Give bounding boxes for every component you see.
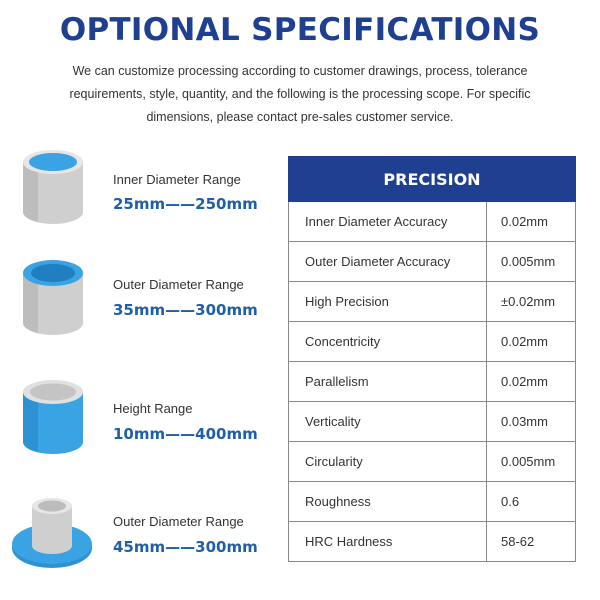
spec-range: 35mm——300mm: [113, 301, 258, 319]
flanged-tube-icon: [2, 484, 102, 579]
precision-name: Circularity: [289, 442, 487, 482]
precision-name: Concentricity: [289, 322, 487, 362]
spec-range: 45mm——300mm: [113, 538, 258, 556]
precision-value: 58-62: [487, 522, 576, 562]
spec-range: 25mm——250mm: [113, 195, 258, 213]
tube-inner-diameter-icon: [8, 140, 98, 235]
spec-label: Inner Diameter Range: [113, 172, 241, 187]
table-row: [289, 442, 576, 482]
precision-name: Roughness: [289, 482, 487, 522]
precision-name: Verticality: [289, 402, 487, 442]
spec-flanged-outer-diameter: [0, 484, 280, 594]
precision-name: HRC Hardness: [289, 522, 487, 562]
table-row: [289, 482, 576, 522]
precision-name: Outer Diameter Accuracy: [289, 242, 487, 282]
spec-label: Outer Diameter Range: [113, 277, 244, 292]
spec-outer-diameter: [0, 245, 280, 355]
table-row: [289, 362, 576, 402]
precision-value: 0.005mm: [487, 242, 576, 282]
page-title: OPTIONAL SPECIFICATIONS: [59, 12, 541, 48]
precision-value: 0.02mm: [487, 202, 576, 242]
precision-name: Inner Diameter Accuracy: [289, 202, 487, 242]
table-row: [289, 522, 576, 562]
spec-range: 10mm——400mm: [113, 425, 258, 443]
precision-value: 0.02mm: [487, 322, 576, 362]
precision-name: High Precision: [289, 282, 487, 322]
table-row: [289, 242, 576, 282]
table-row: [289, 202, 576, 242]
intro-text: We can customize processing according to customer drawings, process, tolerance requirements, style, quantity, and the following is the processing scope. For specific dimensions, please contact pre-sales customer service.: [69, 64, 531, 124]
table-row: [289, 282, 576, 322]
precision-value: 0.005mm: [487, 442, 576, 482]
spec-height: [0, 370, 280, 480]
precision-value: 0.03mm: [487, 402, 576, 442]
tube-outer-diameter-icon: [8, 245, 98, 345]
spec-label: Height Range: [113, 401, 193, 416]
precision-header: PRECISION: [289, 157, 576, 202]
tube-height-icon: [8, 370, 98, 465]
precision-table: [288, 156, 576, 562]
precision-value: 0.02mm: [487, 362, 576, 402]
table-row: [289, 402, 576, 442]
table-row: [289, 322, 576, 362]
spec-label: Outer Diameter Range: [113, 514, 244, 529]
precision-value: 0.6: [487, 482, 576, 522]
precision-value: ±0.02mm: [487, 282, 576, 322]
precision-name: Parallelism: [289, 362, 487, 402]
spec-inner-diameter: [0, 140, 280, 250]
